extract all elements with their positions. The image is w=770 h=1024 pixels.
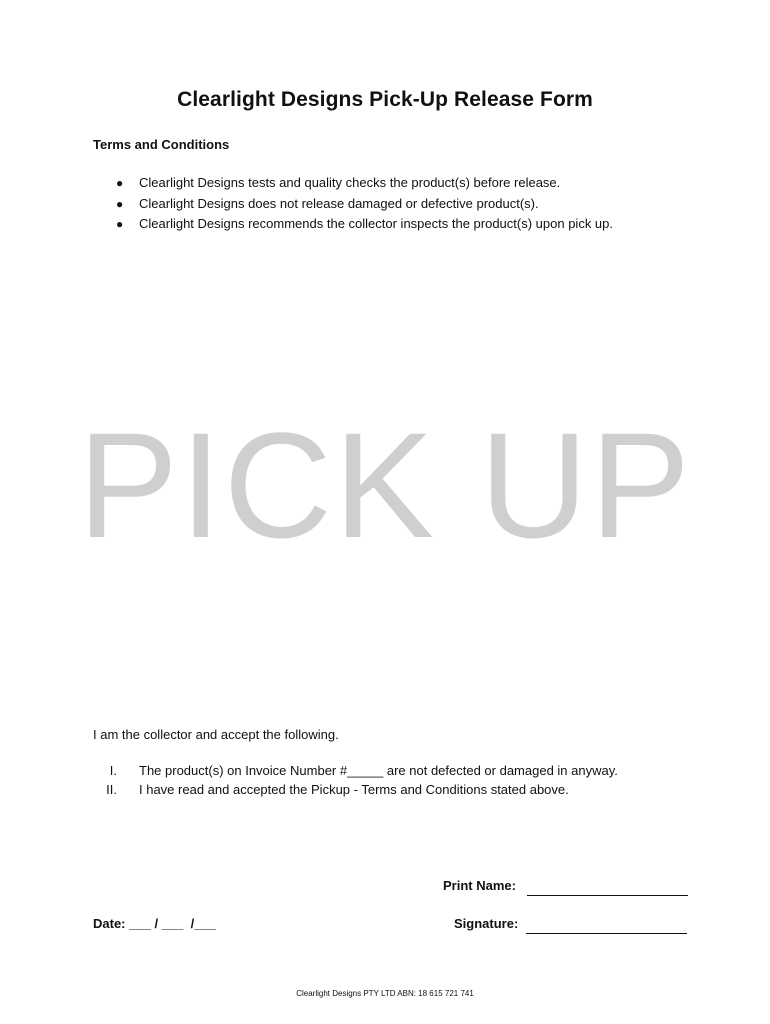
form-title: Clearlight Designs Pick-Up Release Form [177,88,593,111]
term-text: Clearlight Designs does not release damaged or defective product(s). [139,195,539,211]
date-label: Date: [93,916,126,931]
acknowledgement-text: I have read and accepted the Pickup - Terms and Conditions stated above. [139,782,569,797]
date-field[interactable] [93,916,216,931]
print-name-line[interactable] [527,895,688,896]
footer-company-info: Clearlight Designs PTY LTD ABN: 18 615 721 741 [296,989,474,998]
term-text: Clearlight Designs tests and quality checks the product(s) before release. [139,175,561,190]
list-item [93,214,613,235]
bullet-icon: ● [116,176,124,190]
roman-numeral: I. [109,763,117,778]
signature-line[interactable] [526,933,687,934]
acknowledgement-list [93,761,618,799]
terms-list [93,173,613,235]
terms-heading: Terms and Conditions [93,137,230,152]
list-item [93,173,613,194]
list-item [93,194,613,215]
list-item [93,761,618,780]
roman-numeral: II. [106,782,117,797]
bullet-icon: ● [116,217,124,231]
term-text: Clearlight Designs recommends the collector inspects the product(s) upon pick up. [139,216,614,231]
acknowledgement-text: The product(s) on Invoice Number #_____ are not defected or damaged in anyway. [139,763,618,778]
list-item [93,780,618,799]
collector-intro: I am the collector and accept the following. [93,727,339,742]
bullet-icon: ● [116,196,124,211]
signature-label: Signature: [454,916,519,931]
pick-up-watermark: PICK UP [77,401,693,569]
print-name-label: Print Name: [443,878,516,893]
date-blanks: ___ / ___ /___ [129,916,216,931]
